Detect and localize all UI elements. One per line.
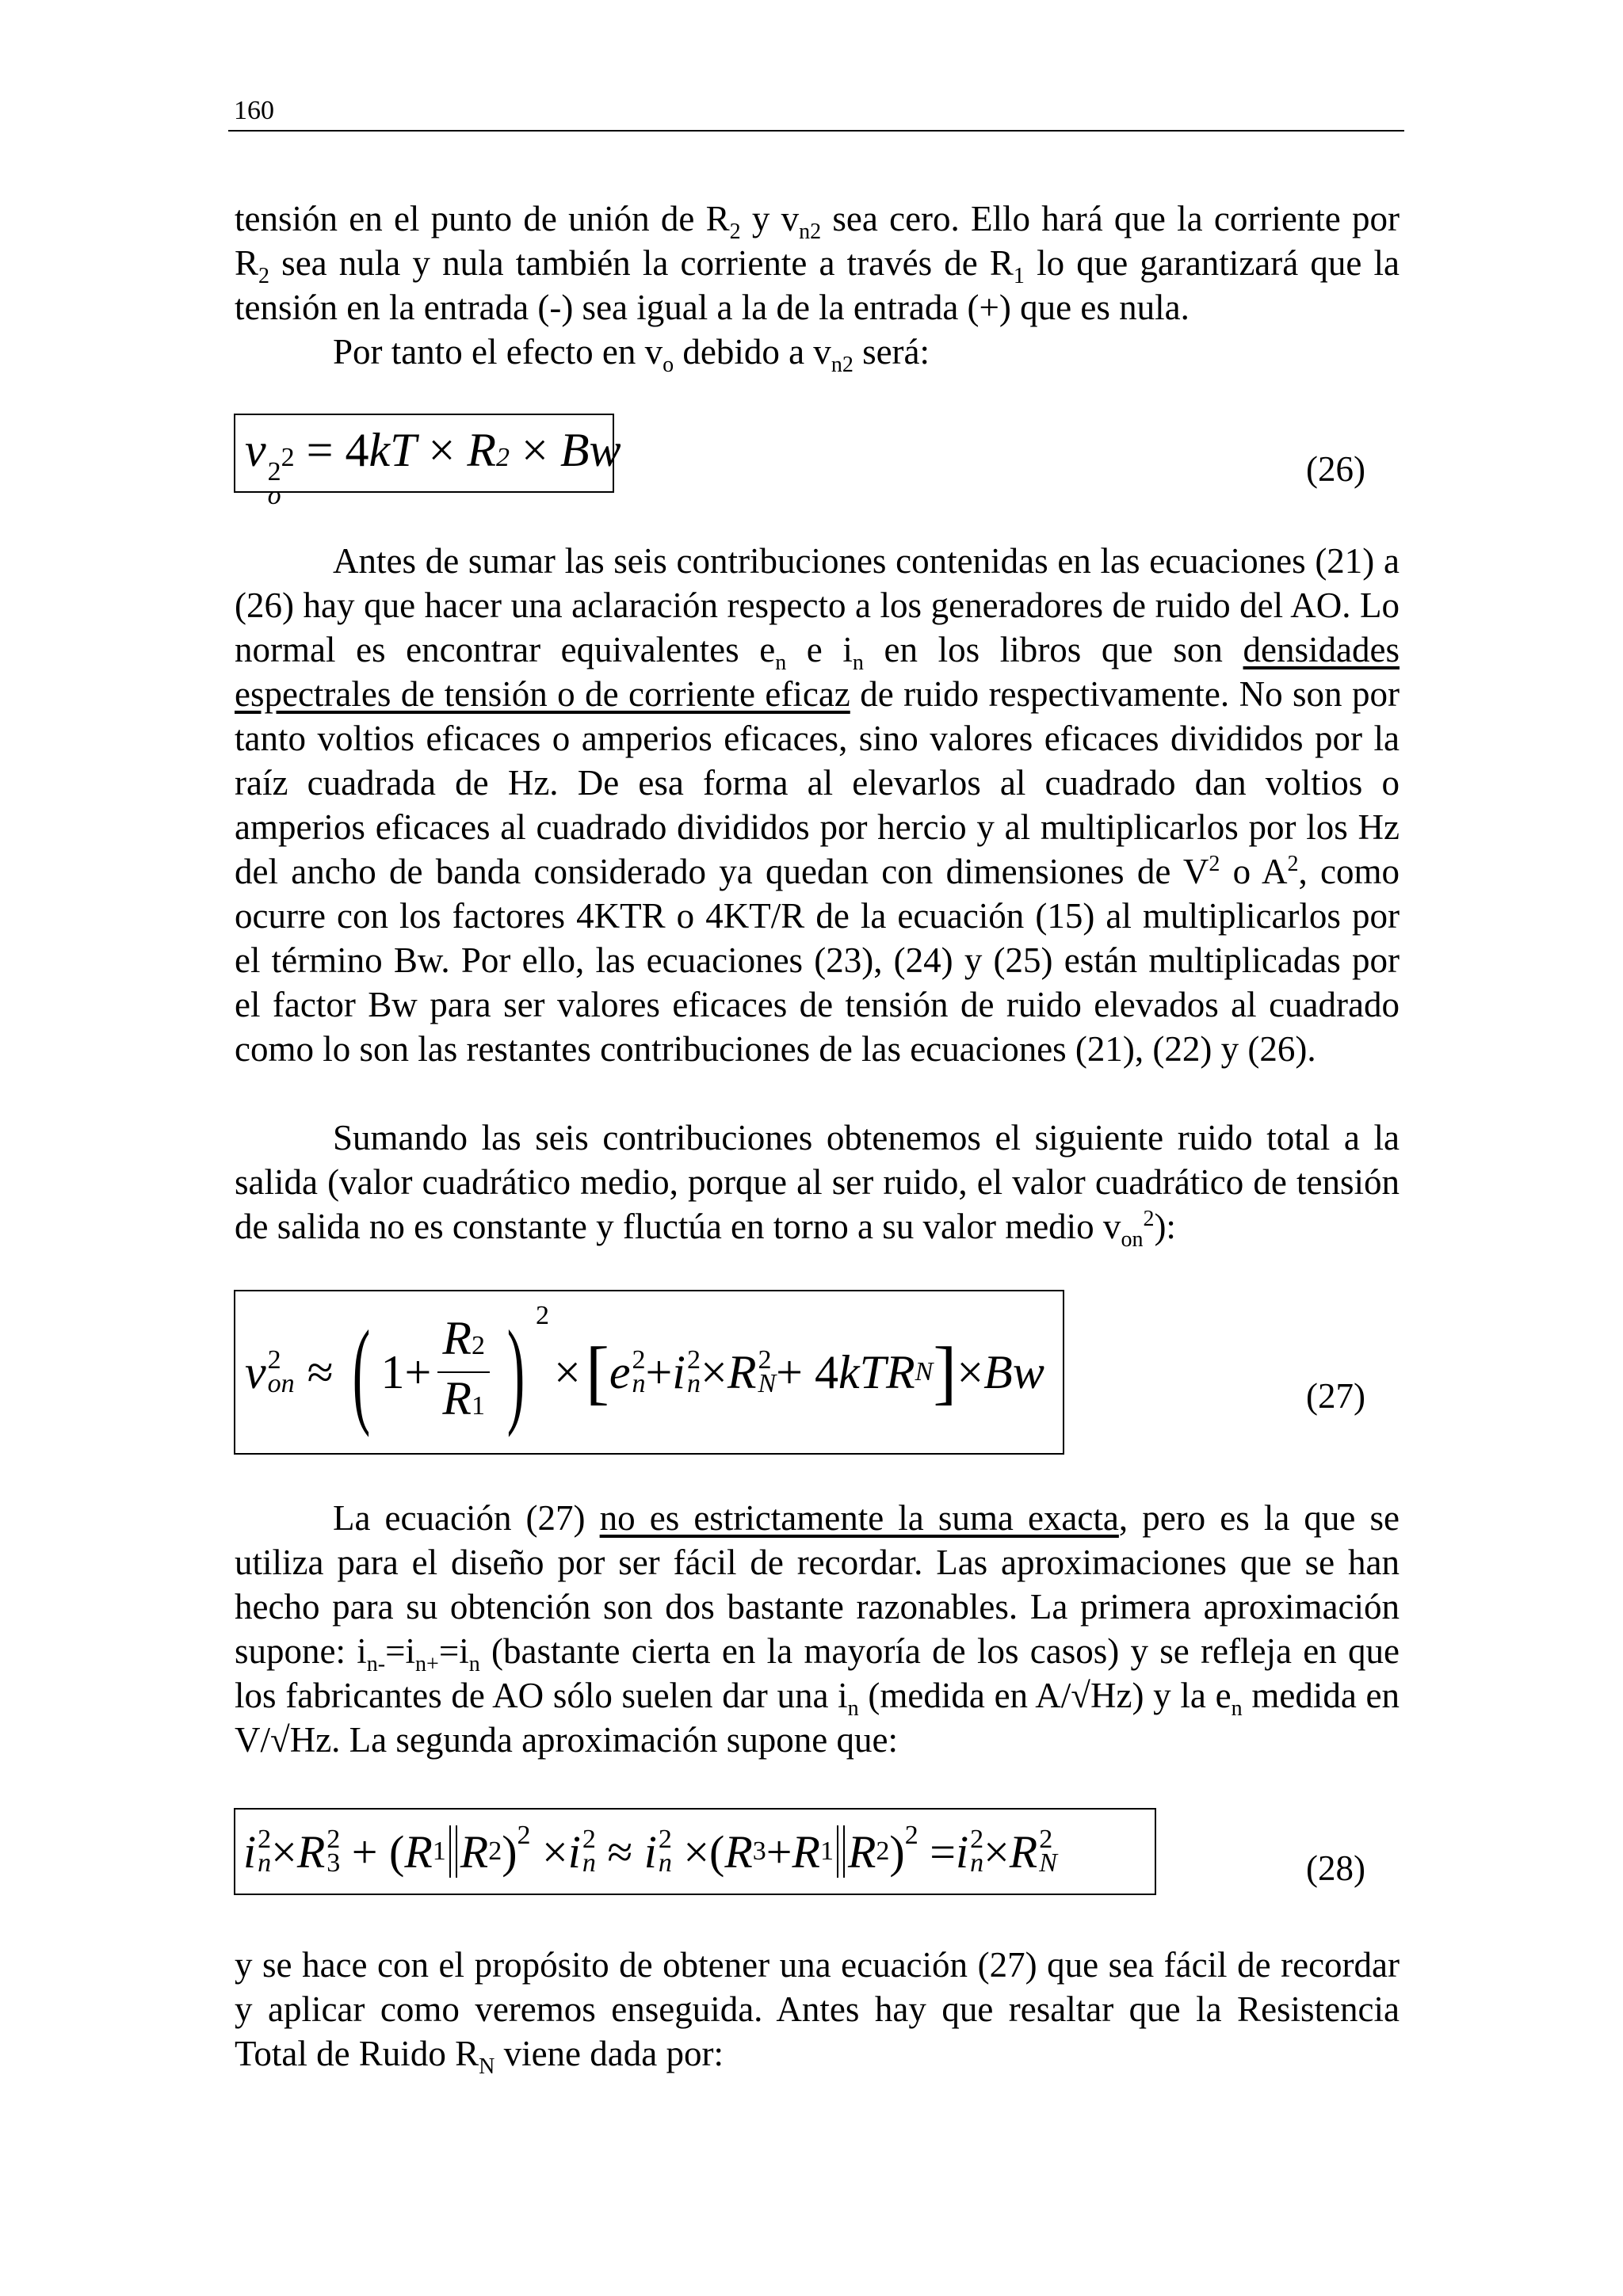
page-number: 160 (234, 96, 274, 125)
paragraph-3: Antes de sumar las seis contribuciones contenidas en las ecuaciones (21) a (26) hay que hacer una aclaración respecto a los generadores de ruido del AO. Lo normal es encontrar equivalentes $e_n$ e $i_n$ en los libros que son densidades espectrales de tensión o de corriente eficaz de ruido respectivamente. No son por tanto voltios eficaces o amperios eficaces, sino valores eficaces divididos por la raíz cuadrada de Hz. De esa forma al elevarlos al cuadrado dan voltios o amperios eficaces al cuadrado divididos por hercio y al multiplicarlos por los Hz del ancho de banda considerado ya quedan con dimensiones de $V^2$ o $A^2$, como ocurre con los factores 4KTR o 4KT/R de la ecuación (15) al multiplicarlos por el término Bw. Por ello, las ecuaciones (23), (24) y (25) están multiplicadas por el factor Bw para ser valores eficaces de tensión de ruido elevados al cuadrado como lo son las restantes contribuciones de las ecuaciones (21), (22) y (26). (235, 541, 1400, 1069)
paragraph-2: Por tanto el efecto en $v_o$ debido a $v_{n2}$ será: (333, 332, 930, 377)
equation-27: v 2 on ≈ ( 1+ $\frac{R2}{R1}$ ) 2 × [ e 2 n + i 2 n × R 2 N + 4 kTR N ] × Bw (234, 1290, 1064, 1455)
paragraph-4: Sumando las seis contribuciones obtenemos el siguiente ruido total a la salida (valor cuadrático medio, porque al ser ruido, el valor cuadrático de tensión de salida no es constante y fluctúa en torno a su valor medio $v_{on}^2$): (235, 1118, 1400, 1252)
header-rule (228, 130, 1404, 132)
equation-number-28: (28) (1306, 1848, 1365, 1888)
equation-number-26: (26) (1306, 449, 1365, 489)
equation-28: i 2 n × R 2 3 + ( R 1 R 2 ) 2 × i 2 n ≈ i 2 n ×( R 3 + R 1 R 2 ) 2 = i 2 n × R 2 N (234, 1808, 1156, 1895)
equation-26: v 2 o 2 = 4kT × R2 × Bw (234, 414, 614, 493)
paragraph-5: La ecuación (27) no es estrictamente la suma exacta, pero es la que se utiliza para el diseño por ser fácil de recordar. Las aproximaciones que se han hecho para su obtención son dos bastante razonables. La primera aproximación supone: $i_{n-}=i_{n+}=i_n$ (bastante cierta en la mayoría de los casos) y se refleja en que los fabricantes de AO sólo suelen dar una $i_n$ (medida en A/√Hz) y la $e_n$ medida en V/√Hz. La segunda aproximación supone que: (235, 1498, 1400, 1760)
paragraph-1: tensión en el punto de unión de $R_2$ y $v_{n2}$ sea cero. Ello hará que la corriente por $R_2$ sea nula y nula también la corriente a través de $R_1$ lo que garantizará que la tensión en la entrada (-) sea igual a la de la entrada (+) que es nula. (235, 199, 1400, 327)
paragraph-6: y se hace con el propósito de obtener una ecuación (27) que sea fácil de recordar y aplicar como veremos enseguida. Antes hay que resaltar que la Resistencia Total de Ruido $R_N$ viene dada por: (235, 1945, 1400, 2079)
equation-number-27: (27) (1306, 1376, 1365, 1416)
